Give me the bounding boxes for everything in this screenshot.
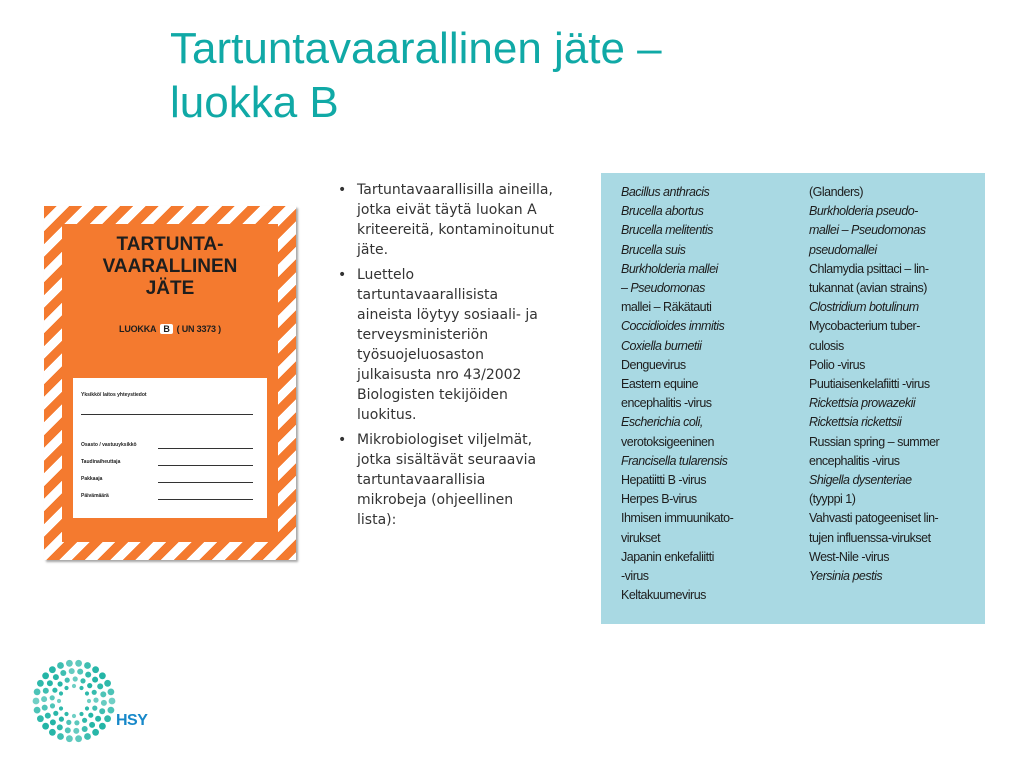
logo-dot xyxy=(64,686,68,690)
organism-item: encephalitis -virus xyxy=(621,396,712,411)
logo-dot xyxy=(93,698,98,703)
logo-dot xyxy=(87,683,92,688)
logo-dot xyxy=(49,729,56,736)
organism-item: Rickettsia rickettsii xyxy=(809,415,902,430)
organism-item: Brucella abortus xyxy=(621,204,704,219)
logo-dot xyxy=(80,678,85,683)
logo-dot xyxy=(66,735,73,742)
slide-title-line-1: Tartuntavaarallinen jäte – xyxy=(170,24,662,73)
logo-dot xyxy=(92,677,98,683)
logo-dot xyxy=(41,696,47,702)
logo-dot xyxy=(58,681,63,686)
form-line-org xyxy=(81,414,253,415)
organism-item: Polio -virus xyxy=(809,357,865,372)
logo-dot xyxy=(42,705,48,711)
organism-item: Burkholderia pseudo- xyxy=(809,204,918,219)
logo-dot xyxy=(84,662,91,669)
logo-dot xyxy=(66,720,71,725)
organism-item: pseudomallei xyxy=(809,242,877,257)
organism-item: Escherichia coli, xyxy=(621,415,703,430)
form-field-date: Päivämäärä xyxy=(81,493,109,499)
form-line-date xyxy=(158,499,253,500)
class-letter-badge: B xyxy=(160,324,172,334)
logo-dot xyxy=(47,680,53,686)
form-field-dept: Osasto / vastuuyksikkö xyxy=(81,442,137,448)
logo-dot xyxy=(100,691,106,697)
logo-dot xyxy=(66,660,73,667)
logo-dot xyxy=(95,716,101,722)
logo-dot xyxy=(92,690,97,695)
organism-list-image xyxy=(601,173,985,624)
organism-item: Denguevirus xyxy=(621,357,686,372)
logo-dot xyxy=(57,699,61,703)
logo-dot xyxy=(64,712,68,716)
logo-dot xyxy=(84,733,91,740)
form-field-org: Yksikkö/ laitos yhteystiedot xyxy=(81,392,147,398)
logo-dot xyxy=(34,707,41,714)
organism-item: Rickettsia prowazekii xyxy=(809,396,916,411)
logo-dot xyxy=(34,689,41,696)
organism-item: Brucella suis xyxy=(621,242,686,257)
logo-dot xyxy=(92,666,99,673)
logo-dot xyxy=(92,706,97,711)
logo-dot xyxy=(108,707,115,714)
logo-dot xyxy=(72,714,76,718)
logo-dot xyxy=(89,722,95,728)
organism-item: Puutiaisenkelafiitti -virus xyxy=(809,377,930,392)
organism-item: Coxiella burnetii xyxy=(621,338,702,353)
organism-item: Coccidioides immitis xyxy=(621,319,725,334)
bullet-list xyxy=(338,180,556,535)
logo-dot xyxy=(45,713,51,719)
logo-dot xyxy=(60,670,66,676)
logo-dot xyxy=(92,729,99,736)
hazard-label-class xyxy=(62,324,278,334)
logo-dot xyxy=(104,680,111,687)
logo-dot xyxy=(75,735,82,742)
logo-dot xyxy=(59,691,63,695)
logo-dot xyxy=(82,726,88,732)
hazard-label-title xyxy=(62,234,278,300)
logo-dot xyxy=(42,672,49,679)
organism-item: Eastern equine xyxy=(621,377,699,392)
logo-dot xyxy=(42,723,49,730)
logo-dot xyxy=(104,715,111,722)
logo-dot xyxy=(108,689,115,696)
form-field-sender: Taudinaiheuttaja xyxy=(81,459,121,465)
organism-item: West-Nile -virus xyxy=(809,549,889,564)
organism-column-left xyxy=(621,183,733,605)
logo-dot xyxy=(33,698,40,705)
organism-item: mallei – Räkätauti xyxy=(621,300,712,315)
hazard-label-panel xyxy=(62,224,278,542)
logo-dot xyxy=(72,684,76,688)
logo-dot xyxy=(53,674,59,680)
logo-dot xyxy=(87,699,91,703)
logo-dot xyxy=(77,669,83,675)
logo-dot xyxy=(53,711,58,716)
logo-dot xyxy=(99,672,106,679)
logo-dot xyxy=(79,686,83,690)
organism-item: Burkholderia mallei xyxy=(621,261,718,276)
organism-item: Francisella tularensis xyxy=(621,453,728,468)
logo-dot xyxy=(85,706,89,710)
bullet-item: • Mikrobiologiset viljelmät, jotka sisältävät seuraavia tartuntavaarallisia mikrobeja (ohjeellinen lista): xyxy=(338,430,556,530)
form-line-dept xyxy=(158,448,253,449)
organism-item: encephalitis -virus xyxy=(809,453,900,468)
organism-item: Russian spring – summer xyxy=(809,434,940,449)
logo-dot xyxy=(59,717,64,722)
organism-column-right xyxy=(809,183,939,586)
hazard-label-image xyxy=(44,206,296,560)
logo-dot xyxy=(49,666,56,673)
organism-item: Brucella melitentis xyxy=(621,223,713,238)
label-form xyxy=(73,378,267,518)
slide-title-line-2: luokka B xyxy=(170,78,339,127)
organism-item: mallei – Pseudomonas xyxy=(809,223,926,238)
slide-title xyxy=(170,22,990,130)
logo-dot xyxy=(97,683,103,689)
organism-item: Vahvasti patogeeniset lin- xyxy=(809,511,939,526)
organism-item: (tyyppi 1) xyxy=(809,492,856,507)
form-field-packer: Pakkaaja xyxy=(81,476,103,482)
logo-dot xyxy=(65,678,70,683)
form-line-sender xyxy=(158,465,253,466)
organism-item: Japanin enkefaliitti xyxy=(621,549,714,564)
logo-dot xyxy=(50,703,55,708)
organism-item: Chlamydia psittaci – lin- xyxy=(809,261,929,276)
logo-dot xyxy=(57,662,64,669)
logo-dot xyxy=(69,668,75,674)
logo-dot xyxy=(79,712,83,716)
logo-dot xyxy=(109,698,116,705)
logo-dot xyxy=(52,688,57,693)
logo-dot xyxy=(50,719,56,725)
hsy-logo-text: HSY xyxy=(116,712,148,729)
organism-item: Keltakuumevirus xyxy=(621,588,706,603)
hazard-label-title-line-3: JÄTE xyxy=(145,278,195,299)
form-line-packer xyxy=(158,482,253,483)
hazard-label-title-line-1: TARTUNTA- xyxy=(116,234,224,255)
bullet-item: • Luettelo tartuntavaarallisista aineista löytyy sosiaali- ja terveysministeriön työsuojeluosaston julkaisusta nro 43/2002 Biologisten tekijöiden luokitus. xyxy=(338,265,556,425)
logo-dot xyxy=(59,706,63,710)
organism-item: verotoksigeeninen xyxy=(621,434,714,449)
logo-dot xyxy=(73,728,79,734)
class-un-number: ( UN 3373 ) xyxy=(176,324,221,334)
logo-dot xyxy=(82,718,87,723)
logo-dot xyxy=(43,688,49,694)
organism-item: culosis xyxy=(809,338,844,353)
organism-item: Bacillus anthracis xyxy=(621,185,710,199)
organism-item: tujen influenssa-virukset xyxy=(809,530,931,545)
logo-dot xyxy=(74,720,79,725)
organism-item: Ihmisen immuunikato- xyxy=(621,511,734,526)
organism-item: (Glanders) xyxy=(809,185,864,199)
logo-dot xyxy=(85,672,91,678)
class-prefix: LUOKKA xyxy=(119,324,157,334)
logo-dot xyxy=(37,715,44,722)
hsy-logo-icon xyxy=(30,655,150,745)
logo-dot xyxy=(101,700,107,706)
bullet-item: • Tartuntavaarallisilla aineilla, jotka eivät täytä luokan A kriteereitä, kontaminoitunut jäte. xyxy=(338,180,556,260)
organism-item: Shigella dysenteriae xyxy=(809,473,912,488)
organism-item: Hepatiitti B -virus xyxy=(621,473,706,488)
organism-item: Herpes B-virus xyxy=(621,492,697,507)
organism-item: -virus xyxy=(621,569,649,584)
logo-dot xyxy=(75,660,82,667)
logo-dot xyxy=(50,695,55,700)
organism-item: tukannat (avian strains) xyxy=(809,281,927,296)
logo-dot xyxy=(88,713,93,718)
logo-dot xyxy=(85,691,89,695)
logo-dot xyxy=(65,727,71,733)
organism-item: Mycobacterium tuber- xyxy=(809,319,920,334)
logo-dot xyxy=(73,676,78,681)
organism-item: virukset xyxy=(621,530,661,545)
organism-item: Clostridium botulinum xyxy=(809,300,919,315)
logo-dot xyxy=(57,724,63,730)
logo-dot xyxy=(99,708,105,714)
logo-dot xyxy=(99,723,106,730)
organism-item: Yersinia pestis xyxy=(809,569,883,584)
logo-dot xyxy=(37,680,44,687)
logo-dot xyxy=(57,733,64,740)
hazard-label-title-line-2: VAARALLINEN xyxy=(102,256,238,277)
organism-item: – Pseudomonas xyxy=(621,281,705,296)
